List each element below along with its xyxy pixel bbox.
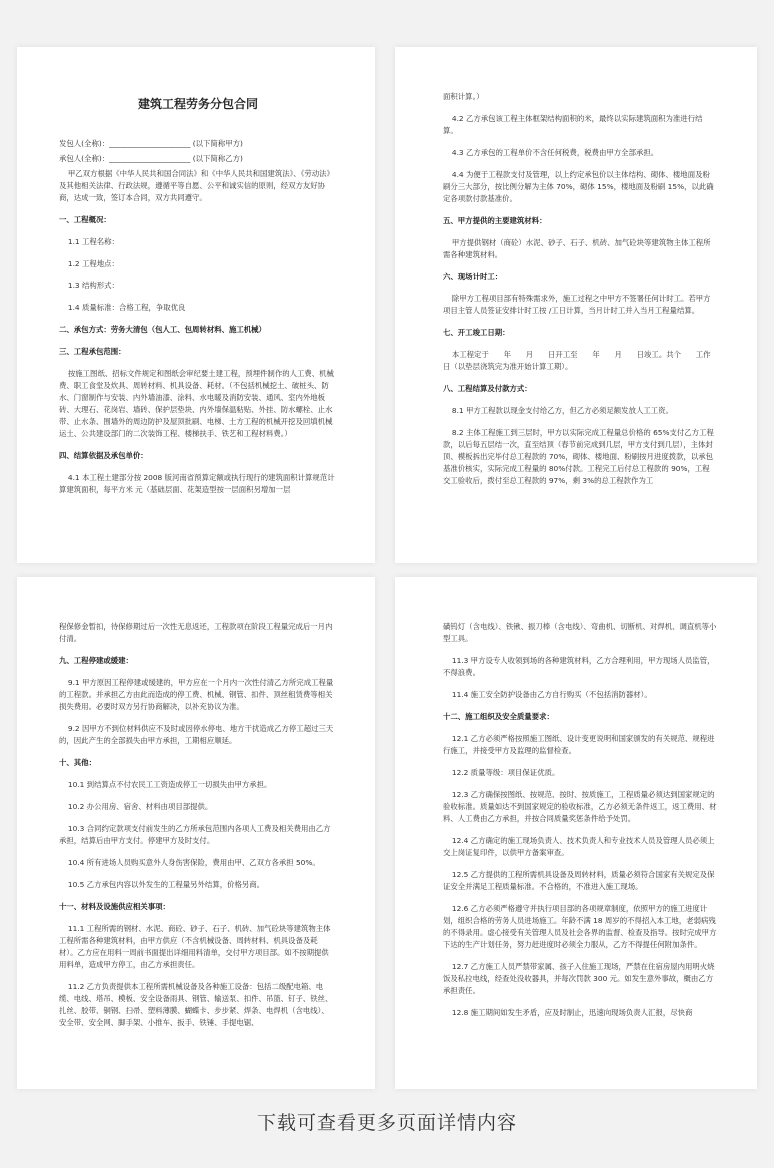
section-heading: 二、承包方式：劳务大清包（包人工、包周转材料、施工机械）	[59, 325, 266, 335]
paragraph: 10.1 到结算点不付农民工工资造成停工一切损失由甲方承担。	[67, 779, 272, 789]
paragraph: 1.4 质量标准：合格工程，争取优良	[67, 303, 186, 313]
paragraph: 除甲方工程项目部有特殊需求外，施工过程之中甲方不签署任何计时工。若甲方项目主管人员签证安排计时工按 /工日计算，当月计时工并入当月工程量结算。	[443, 293, 711, 315]
section-heading: 四、结算依据及承包单价：	[59, 451, 148, 461]
paragraph: 12.4 乙方确定的施工现场负责人、技术负责人和专业技术人员及管理人员必须上交上岗证复印件，以供甲方备案审查。	[443, 835, 715, 857]
paragraph: 4.1 本工程土建部分按 2008 版河南省预算定额或执行现行的建筑面积计算规范计算建筑面积，每平方米 元（基础层面、花架造型按一层面积另增加一层	[59, 473, 335, 495]
paragraph: 9.1 甲方原因工程停建或缓建的，甲方应在一个月内一次性付清乙方所完成工程量的工程款。并承担乙方由此而造成的停工费、机械、钢管、扣件、顶丝租赁费等相关损失费用。必要时双方另行协商解决，以补充协议为准。	[59, 677, 334, 711]
paragraph: 10.5 乙方承包内容以外发生的工程量另外结算，价格另商。	[67, 879, 265, 889]
paragraph: 4.3 乙方承包的工程单价不含任何税费，税费由甲方全部承担。	[451, 147, 659, 157]
party-a-line: 发包人(全称)：______________________ (以下简称甲方)	[59, 139, 243, 149]
section-heading: 八、工程结算及付款方式：	[443, 383, 532, 393]
page-4	[395, 577, 757, 1089]
page-3	[17, 577, 375, 1089]
paragraph: 10.4 所有进场人员购买意外人身伤害保险，费用由甲、乙双方各承担 50%。	[67, 857, 320, 867]
paragraph: 11.3 甲方设专人收领到场的各种建筑材料，乙方合理利用，甲方现场人员监管，不得浪费。	[443, 655, 715, 677]
paragraph: 甲方提供钢材（商砼）水泥、砂子、石子、机砖、加气砼块等建筑物主体工程所需各种建筑材料。	[443, 237, 711, 259]
paragraph: 1.3 结构形式：	[67, 281, 119, 291]
paragraph: 8.1 甲方工程款以现金支付给乙方，但乙方必须足额发放人工工资。	[451, 405, 673, 415]
section-heading: 十二、施工组织及安全质量要求：	[443, 711, 554, 721]
paragraph: 12.2 质量等级：项目保证优质。	[451, 767, 560, 777]
section-heading: 十、其他：	[59, 757, 96, 767]
section-heading: 一、工程概况：	[59, 215, 111, 225]
paragraph: 甲乙双方根据《中华人民共和国合同法》和《中华人民共和国建筑法》、《劳动法》及其他相关法律、行政法规，遵循平等自愿、公平和诚实信的原则，经双方友好协商，达成一致，签订本合同，双方共同遵守。	[59, 169, 334, 203]
paragraph: 12.3 乙方确保按图纸、按规范、按时、按质施工，工程质量必须达到国家规定的验收标准。质量如达不到国家规定的验收标准，乙方必须无条件返工，返工费用、材料、人工费由乙方承担，并按合同质量奖惩条件给予处罚。	[443, 789, 717, 823]
paragraph: 按施工图纸、招标文件规定和图纸会审纪要土建工程，预埋件制作的人工费、机械费、职工食堂及炊具、周转材料、机具设备、耗材。（不包括机械挖土、破桩头、防水、门窗制作与安装、内外墙油漆、涂料、水电暖及消防安装、通风、室内外地板砖、大理石、花岗岩、墙砖、保护层垫块、内外墙保温粘贴、外挂、防水螺栓、止水带、止水条、围墙外的周边防护及屋顶批刷、电梯、土方工程的机械开挖及回填机械运土、公共建设部门的二次装饰工程、楼梯扶手、铁艺和工程材料费。）	[59, 369, 334, 439]
document-title: 建筑工程劳务分包合同	[137, 97, 258, 111]
section-heading: 五、甲方提供的主要建筑材料：	[443, 215, 547, 225]
paragraph: 本工程定于 年 月 日开工至 年 月 日竣工。共个 工作日（以垫层浇筑完为准开始计算工期）。	[443, 349, 711, 371]
paragraph: 4.4 为便于工程款支付及管理，以上约定承包价以主体结构、砌体、楼地面及粉刷分三大部分，按比例分解为主体 70%，砌体 15%，楼地面及粉刷 15%，以此确定各项款付款基准价。	[443, 169, 714, 203]
paragraph: 8.2 主体工程施工到三层时，甲方以实际完成工程量总价格的 65%支付乙方工程款，以后每五层结一次，直至结顶（春节前完成到几层，甲方支付到几层），主体封顶、模板拆出完毕付总工程款的 70%，砌体、楼地面、粉刷按月进度拨款，以承包基准价核实，实际完成工程量的 80%付款。工程完工后付总工程款的 90%，工程交工验收后，拨付至总工程款的 97%，剩 3%的总工程款作为工	[443, 427, 714, 485]
download-more-link[interactable]: 下载可查看更多页面详情内容	[256, 1112, 517, 1134]
paragraph: 11.1 工程所需的钢材、水泥、商砼、砂子、石子、机砖、加气砼块等建筑物主体工程所需各种建筑材料，由甲方供应（不含机械设备、周转材料、机具设备及耗材）。乙方应在用料一周前书面提出详细用料清单，交付甲方项目部。如不按期提供用料单，造成甲方停工，由乙方承担责任。	[59, 923, 331, 969]
paragraph: 磺钨灯（含电线）、铁锹、振刀棒（含电线）、弯曲机、切断机、对焊机、调直机等小型工具。	[443, 622, 717, 643]
paragraph: 12.8 施工期间如发生矛盾，应及时制止，迅速向现场负责人汇报，尽快商	[451, 1007, 693, 1017]
section-heading: 三、工程承包范围：	[59, 347, 126, 357]
section-heading: 六、现场计时工：	[443, 271, 503, 281]
section-heading: 七、开工竣工日期：	[443, 327, 510, 337]
paragraph: 面积计算。）	[443, 92, 484, 101]
paragraph: 12.1 乙方必须严格按照施工图纸、设计变更说明和国家颁发的有关规范、规程进行施工，并接受甲方及监理的监督检查。	[443, 733, 715, 755]
paragraph: 1.1 工程名称：	[67, 237, 119, 247]
paragraph: 程保修金暂扣，待保修期过后一次性无息返还，工程款项在阶段工程量完成后一月内付清。	[59, 622, 333, 643]
paragraph: 11.4 施工安全防护设备由乙方自行购买（不包括消防器材）。	[451, 689, 652, 699]
page-1	[17, 47, 375, 563]
section-heading: 九、工程停建或缓建：	[59, 655, 133, 665]
party-b-line: 承包人(全称)：______________________ (以下简称乙方)	[59, 154, 243, 164]
paragraph: 10.2 办公用房、宿舍、材料由项目部提供。	[67, 801, 213, 811]
paragraph: 10.3 合同约定款项支付前发生的乙方所承包范围内各项人工费及相关费用由乙方承担，结算后由甲方支付。停建甲方及时支付。	[59, 823, 331, 845]
page-2	[395, 47, 757, 563]
paragraph: 4.2 乙方承包该工程主体框架结构面积的米，最终以实际建筑面积为准进行结算。	[443, 113, 703, 135]
paragraph: 12.7 乙方施工人员严禁带家属、孩子入住施工现场，严禁在住宿房屋内用明火烧饭及私拉电线，经查处没收器具，并每次罚款 300 元。如发生意外事故，概由乙方承担责任。	[443, 961, 715, 995]
section-heading: 十一、材料及设施供应相关事项：	[59, 901, 170, 911]
paragraph: 12.6 乙方必须严格遵守并执行项目部的各项规章制度，依照甲方的施工进度计划，组织合格的劳务人员进场施工。年龄不满 18 周岁的不得招入本工地，老弱病残的不得录用。虚心接受有关管理人员及社会各界的监督、检查及指导。按时完成甲方下达的生产计划任务，努力赶进度时必须全力服从，乙方不得提任何附加条件。	[443, 903, 717, 949]
paragraph: 11.2 乙方负责提供本工程所需机械设备及各种施工设备：包括二级配电箱、电缆、电线、塔吊、模板、安全设备雨具、钢管、输送泵、扣件、吊篮、钉子、铁丝、扎丝、胶带、铜钢、扫帚、塑料薄膜、蝴蝶卡、步步紧、焊条、电焊机（含电线）、安全带、安全网、脚手架、小推车、扳手、铁锤、手提电锯、	[59, 981, 333, 1027]
paragraph: 1.2 工程地点：	[67, 259, 119, 269]
paragraph: 12.5 乙方提供的工程所需机具设备及周转材料，质量必须符合国家有关规定及保证安全并满足工程质量标准。不合格的，不准进入施工现场。	[443, 869, 715, 891]
paragraph: 9.2 因甲方不到位材料供应不及时或因停水停电、地方干扰造成乙方停工超过三天的，因此产生的全部损失由甲方承担，工期相应顺延。	[59, 723, 334, 745]
